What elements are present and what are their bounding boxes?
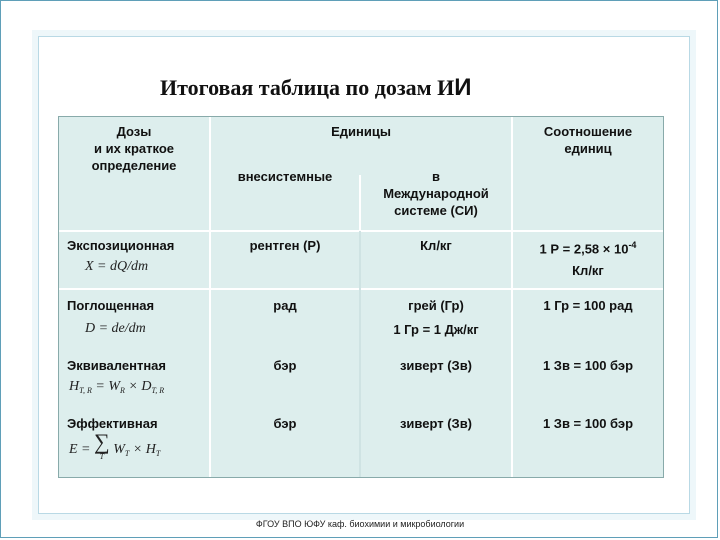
header-si [361, 168, 511, 219]
ratio-unit: Кл/кг [572, 263, 604, 279]
formula-sub: T [99, 452, 105, 462]
row-absorbed-si: грей (Гр) [408, 298, 464, 313]
table-divider-faint [359, 231, 361, 477]
formula-sub: T [124, 448, 130, 458]
row-equivalent-ratio: 1 Зв = 100 бэр [542, 358, 634, 373]
row-effective-offsystem: бэр [273, 416, 297, 431]
ratio-exponent: -4 [628, 240, 637, 250]
title-tail: И [454, 74, 472, 101]
row-absorbed-offsystem: рад [273, 298, 297, 313]
header-si-line: в [432, 169, 440, 184]
footer: ФГОУ ВПО ЮФУ каф. биохимии и микробиологии [255, 519, 465, 529]
header-ratio [513, 123, 663, 157]
row-effective-name: Эффективная [67, 416, 158, 431]
row-exposure-formula: X = dQ/dm [85, 259, 149, 274]
row-absorbed-si-extra: 1 Гр = 1 Дж/кг [393, 322, 479, 337]
title-main: Итоговая таблица по дозам И [160, 75, 455, 100]
row-absorbed-formula: D = de/dm [85, 321, 146, 336]
row-exposure-offsystem: рентген (Р) [249, 238, 321, 253]
formula-part: W [113, 441, 125, 457]
header-si-line: системе (СИ) [394, 203, 478, 218]
row-effective-formula [69, 429, 161, 464]
formula-sub: T, R [79, 386, 92, 395]
row-absorbed-name: Поглощенная [67, 298, 155, 313]
row-equivalent-formula [69, 379, 164, 395]
row-equivalent-name: Эквивалентная [67, 358, 166, 373]
header-si-line: Международной [383, 186, 489, 201]
formula-sub: R [119, 386, 125, 395]
row-equivalent-si: зиверт (Зв) [399, 358, 473, 373]
formula-part: × D [128, 379, 152, 394]
header-doses-line: определение [91, 158, 177, 173]
formula-part: E = [69, 441, 91, 457]
row-exposure-si: Кл/кг [420, 238, 452, 253]
header-doses-line: Дозы [116, 124, 152, 139]
formula-part: = W [95, 379, 120, 394]
header-units: Единицы [331, 124, 391, 139]
header-doses-line: и их краткое [94, 141, 174, 156]
ratio-text: 1 Р = 2,58 × 10 [539, 241, 629, 257]
header-offsystem: внесистемные [237, 169, 333, 184]
row-effective-ratio: 1 Зв = 100 бэр [542, 416, 634, 431]
row-equivalent-offsystem: бэр [273, 358, 297, 373]
row-effective-si: зиверт (Зв) [399, 416, 473, 431]
header-ratio-line: Соотношение [543, 124, 633, 139]
slide-title [160, 74, 580, 102]
row-absorbed-ratio: 1 Гр = 100 рад [543, 298, 633, 313]
formula-sub: T [155, 448, 161, 458]
formula-part: H [69, 379, 80, 394]
dose-table [58, 116, 664, 478]
row-exposure-ratio [513, 237, 663, 279]
table-divider [59, 288, 663, 290]
formula-sub: T, R [151, 386, 165, 395]
row-exposure-name: Экспозиционная [67, 238, 175, 253]
sum-sign: ∑ [94, 429, 110, 454]
header-doses [59, 123, 209, 174]
formula-part: × H [132, 441, 156, 457]
header-ratio-line: единиц [564, 141, 612, 156]
table-divider [59, 230, 663, 232]
